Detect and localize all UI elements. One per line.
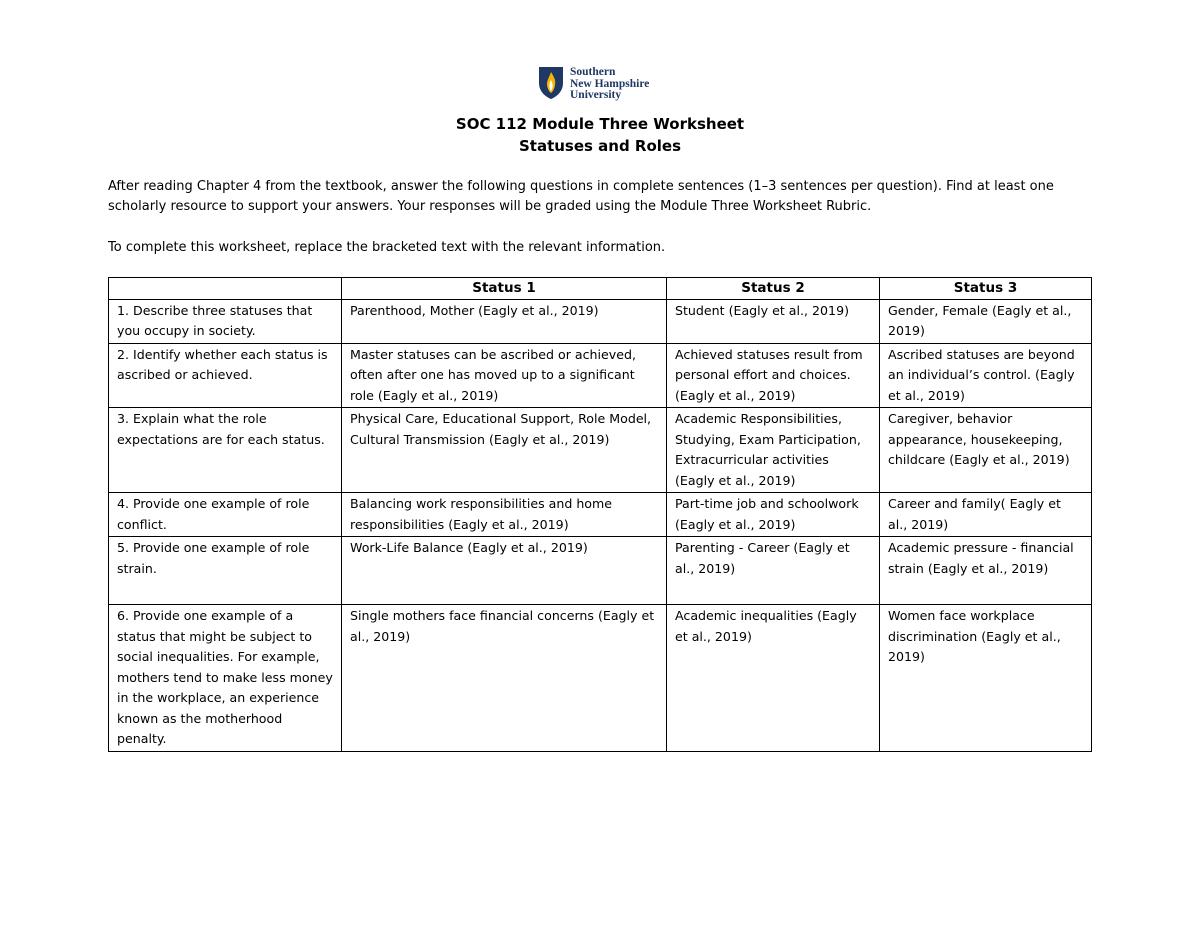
answer-cell[interactable]: Ascribed statuses are beyond an individual’s control. (Eagly et al., 2019)	[880, 343, 1092, 408]
answer-cell[interactable]: Career and family( Eagly et al., 2019)	[880, 493, 1092, 537]
logo-line-2: New Hampshire	[570, 77, 650, 90]
table-header-row	[109, 278, 1092, 300]
logo-line-3: University	[570, 89, 622, 101]
logo-line-1: Southern	[570, 66, 616, 78]
answer-cell[interactable]: Academic inequalities (Eagly et al., 2019)	[667, 605, 880, 752]
table-row	[109, 408, 1092, 493]
answer-cell[interactable]: Gender, Female (Eagly et al., 2019)	[880, 299, 1092, 343]
answer-cell[interactable]: Part-time job and schoolwork (Eagly et al., 2019)	[667, 493, 880, 537]
answer-cell[interactable]: Parenting - Career (Eagly et al., 2019)	[667, 537, 880, 605]
university-logo	[538, 66, 649, 102]
title-line-2: Statuses and Roles	[518, 137, 682, 155]
instructions-paragraph: After reading Chapter 4 from the textbook, answer the following questions in complete sentences (1–3 sentences per question). Find at least one scholarly resource to support your answers. Your responses will be graded using the Module Three Worksheet Rubric.	[108, 179, 1054, 214]
university-name	[570, 66, 649, 102]
table-row	[109, 537, 1092, 605]
header-status-1: Status 1	[342, 278, 667, 300]
shield-flame-icon	[538, 66, 564, 100]
question-cell[interactable]: 3. Explain what the role expectations are for each status.	[109, 408, 342, 493]
answer-cell[interactable]: Caregiver, behavior appearance, housekeeping, childcare (Eagly et al., 2019)	[880, 408, 1092, 493]
answer-cell[interactable]: Achieved statuses result from personal effort and choices. (Eagly et al., 2019)	[667, 343, 880, 408]
table-row	[109, 343, 1092, 408]
question-cell[interactable]: 2. Identify whether each status is ascribed or achieved.	[109, 343, 342, 408]
title-line-1: SOC 112 Module Three Worksheet	[455, 115, 745, 133]
worksheet-table	[108, 277, 1092, 752]
answer-cell[interactable]: Master statuses can be ascribed or achieved, often after one has moved up to a significant role (Eagly et al., 2019)	[342, 343, 667, 408]
answer-cell[interactable]: Academic Responsibilities, Studying, Exam Participation, Extracurricular activities (Eagly et al., 2019)	[667, 408, 880, 493]
answer-cell[interactable]: Physical Care, Educational Support, Role Model, Cultural Transmission (Eagly et al., 2019)	[342, 408, 667, 493]
question-cell[interactable]: 1. Describe three statuses that you occupy in society.	[109, 299, 342, 343]
header-status-2: Status 2	[667, 278, 880, 300]
table-row	[109, 605, 1092, 752]
question-cell[interactable]: 4. Provide one example of role conflict.	[109, 493, 342, 537]
question-cell[interactable]: 6. Provide one example of a status that might be subject to social inequalities. For example, mothers tend to make less money in the workplace, an experience known as the motherhood penalty.	[109, 605, 342, 752]
question-cell[interactable]: 5. Provide one example of role strain.	[109, 537, 342, 605]
table-row	[109, 493, 1092, 537]
answer-cell[interactable]: Balancing work responsibilities and home responsibilities (Eagly et al., 2019)	[342, 493, 667, 537]
worksheet-title	[0, 113, 1200, 157]
table-row	[109, 299, 1092, 343]
header-status-3: Status 3	[880, 278, 1092, 300]
answer-cell[interactable]: Student (Eagly et al., 2019)	[667, 299, 880, 343]
answer-cell[interactable]: Parenthood, Mother (Eagly et al., 2019)	[342, 299, 667, 343]
instructions-note: To complete this worksheet, replace the bracketed text with the relevant information.	[108, 240, 666, 255]
header-blank	[109, 278, 342, 300]
answer-cell[interactable]: Academic pressure - financial strain (Eagly et al., 2019)	[880, 537, 1092, 605]
answer-cell[interactable]: Single mothers face financial concerns (Eagly et al., 2019)	[342, 605, 667, 752]
answer-cell[interactable]: Work-Life Balance (Eagly et al., 2019)	[342, 537, 667, 605]
answer-cell[interactable]: Women face workplace discrimination (Eagly et al., 2019)	[880, 605, 1092, 752]
